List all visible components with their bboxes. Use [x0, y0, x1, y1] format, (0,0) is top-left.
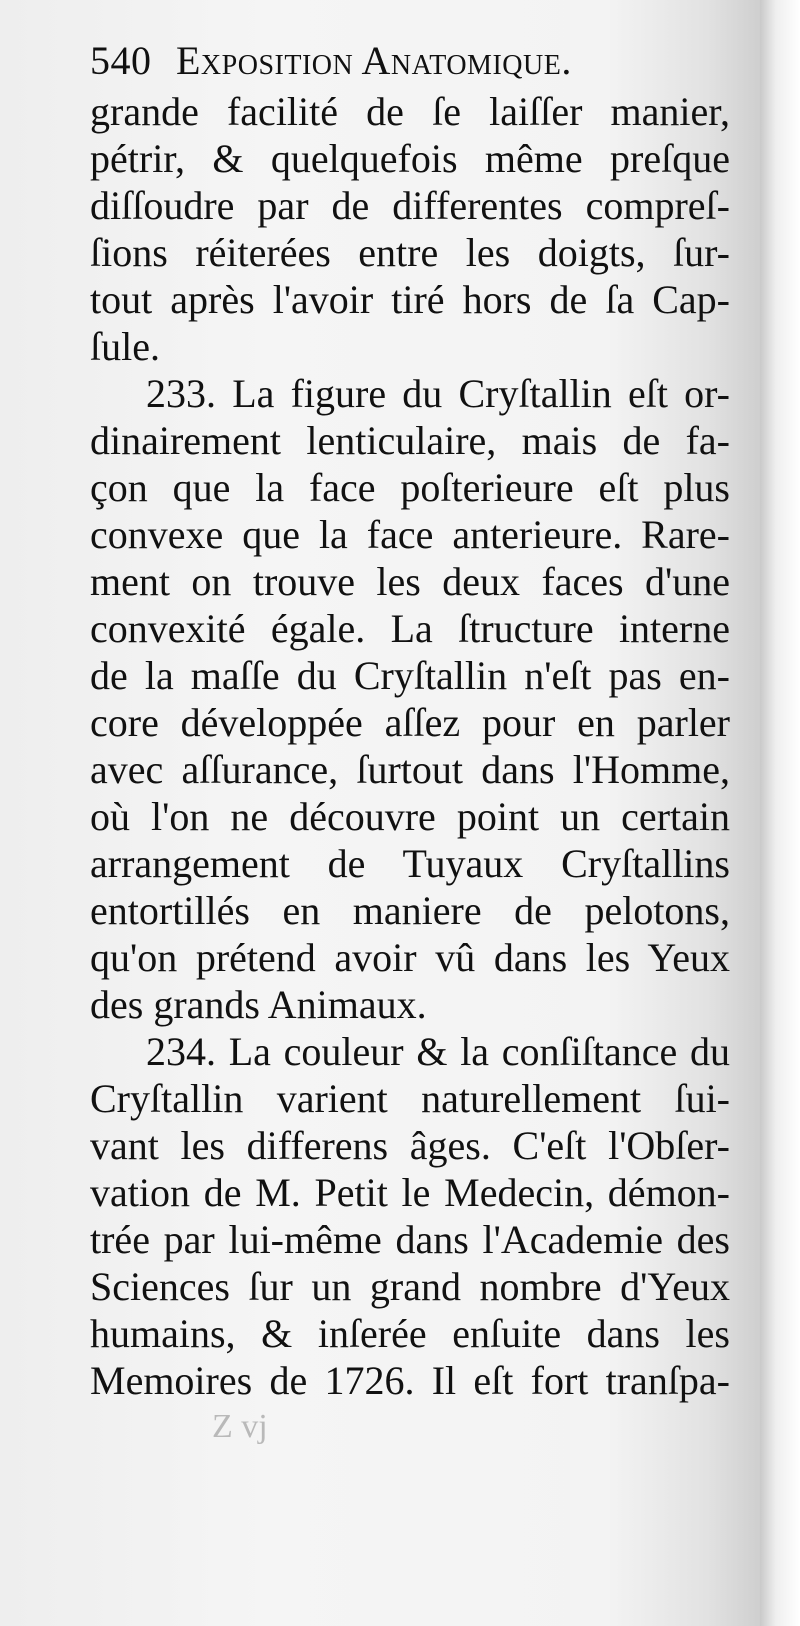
text-line: tout après l'avoir tiré hors de ſa Cap- — [90, 277, 730, 322]
text-line: core développée aſſez pour en parler — [90, 700, 730, 745]
text-line: vation de M. Petit le Medecin, démon- — [90, 1170, 730, 1215]
text-line: ſions réiterées entre les doigts, ſur- — [90, 230, 730, 275]
text-line: Memoires de 1726. Il eſt fort tranſpa- — [90, 1358, 730, 1403]
text-line: ſule. — [90, 324, 160, 369]
text-line: convexité égale. La ſtructure interne — [90, 606, 730, 651]
text-line: dinairement lenticulaire, mais de fa- — [90, 418, 730, 463]
text-line: où l'on ne découvre point un certain — [90, 794, 730, 839]
text-line: çon que la face poſterieure eſt plus — [90, 465, 730, 510]
text-line: 234. La couleur & la conſiſtance du — [146, 1029, 730, 1074]
text-line: grande facilité de ſe laiſſer manier, — [90, 89, 730, 134]
text-line: humains, & inſerée enſuite dans les — [90, 1311, 730, 1356]
page-gutter — [760, 0, 800, 1626]
text-line: 233. La figure du Cryſtallin eſt or- — [146, 371, 730, 416]
signature-mark: Z vj — [212, 1408, 268, 1445]
page-number: 540 — [90, 38, 152, 83]
text-line: convexe que la face anterieure. Rare- — [90, 512, 730, 557]
text-line: de la maſſe du Cryſtallin n'eſt pas en- — [90, 653, 730, 698]
text-line: trée par lui-même dans l'Academie des — [90, 1217, 730, 1262]
text-line: Sciences ſur un grand nombre d'Yeux — [90, 1264, 730, 1309]
text-line: arrangement de Tuyaux Cryſtallins — [90, 841, 730, 886]
text-line: diſſoudre par de differentes compreſ- — [90, 183, 730, 228]
text-line: vant les differens âges. C'eſt l'Obſer- — [90, 1123, 730, 1168]
text-line: avec aſſurance, ſurtout dans l'Homme, — [90, 747, 730, 792]
text-line: ment on trouve les deux faces d'une — [90, 559, 730, 604]
text-line: Cryſtallin varient naturellement ſui- — [90, 1076, 730, 1121]
body-text — [90, 88, 730, 1404]
page-text — [90, 34, 730, 1404]
text-line: entortillés en maniere de pelotons, — [90, 888, 730, 933]
text-line: des grands Animaux. — [90, 982, 427, 1027]
text-line: pétrir, & quelquefois même preſque — [90, 136, 730, 181]
running-head — [90, 34, 730, 88]
text-line: qu'on prétend avoir vû dans les Yeux — [90, 935, 730, 980]
running-title: Exposition Anatomique. — [176, 38, 572, 83]
